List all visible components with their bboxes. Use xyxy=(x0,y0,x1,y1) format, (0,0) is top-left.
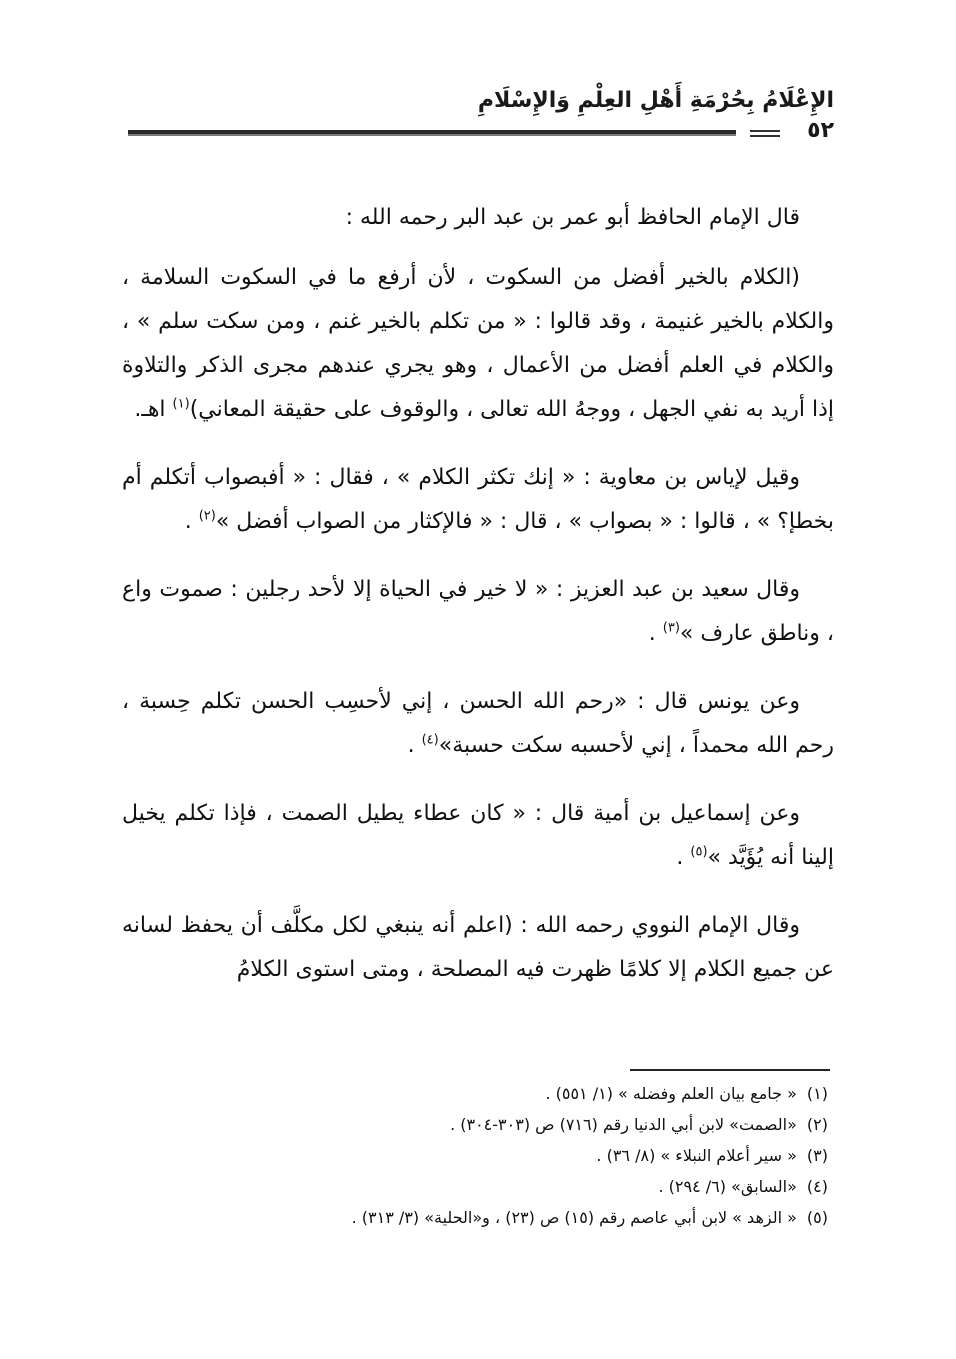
header-rule xyxy=(128,130,736,136)
paragraph xyxy=(122,904,834,992)
paragraph-tail: . xyxy=(648,621,663,646)
footnote-marker: (٣) xyxy=(806,1146,828,1165)
footnote-text: «الصمت» لابن أبي الدنيا رقم (٧١٦) ص (٣٠٣-٣٠٤) . xyxy=(450,1115,797,1134)
paragraph-text: وعن إسماعيل بن أمية قال : « كان عطاء يطيل الصمت ، فإذا تكلم يخيل إلينا أنه يُؤَيَّد » xyxy=(122,801,834,870)
footnote-item xyxy=(120,1140,828,1171)
footnote-ref: (٤) xyxy=(421,732,439,748)
paragraph xyxy=(122,680,834,768)
footnote-item xyxy=(120,1109,828,1140)
footnote-text: « جامع بيان العلم وفضله » (١/ ٥٥١) . xyxy=(545,1084,797,1103)
footnote-ref: (٢) xyxy=(198,508,216,524)
footnote-ref: (١) xyxy=(172,396,190,412)
paragraph-text: وعن يونس قال : «رحم الله الحسن ، إني لأحسِب الحسن تكلم حِسبة ، رحم الله محمداً ، إني لأحسبه سكت حسبة» xyxy=(122,689,834,758)
footnote-marker: (٤) xyxy=(806,1177,828,1196)
paragraph-tail: . xyxy=(184,509,199,534)
footnote-ref: (٥) xyxy=(690,844,708,860)
footnote-marker: (٢) xyxy=(806,1115,828,1134)
paragraph xyxy=(122,196,834,240)
paragraph-tail: اهـ. xyxy=(134,397,173,422)
paragraph-text: وقيل لإياس بن معاوية : « إنك تكثر الكلام » ، فقال : « أفبصواب أتكلم أم بخطإ؟ » ، قالوا : « بصواب » ، قال : « فالإكثار من الصواب أفضل » xyxy=(122,465,834,534)
paragraph-tail: . xyxy=(407,733,422,758)
paragraph-text: (الكلام بالخير أفضل من السكوت ، لأن أرفع ما في السكوت السلامة ، والكلام بالخير غنيمة ، وقد قالوا : « من تكلم بالخير غنم ، ومن سكت سلم » ، والكلام في العلم أفضل من الأعمال ، وهو يجري عندهم مجرى الذكر والتلاوة إذا أريد به نفي الجهل ، ووجهُ الله تعالى ، والوقوف على حقيقة المعاني) xyxy=(122,265,834,422)
paragraph-text: وقال الإمام النووي رحمه الله : (اعلم أنه ينبغي لكل مكلَّف أن يحفظ لسانه عن جميع الكلام إلا كلامًا ظهرت فيه المصلحة ، ومتى استوى الكلامُ xyxy=(122,913,834,982)
page-number: ٥٢ xyxy=(807,118,834,143)
paragraph xyxy=(122,256,834,432)
footnote-marker: (٥) xyxy=(806,1208,828,1227)
paragraph-text: قال الإمام الحافظ أبو عمر بن عبد البر رحمه الله : xyxy=(345,205,800,230)
main-text xyxy=(122,196,834,1016)
paragraph-tail: . xyxy=(676,845,691,870)
footnote-ref: (٣) xyxy=(662,620,680,636)
paragraph-text: وقال سعيد بن عبد العزيز : « لا خير في الحياة إلا لأحد رجلين : صموت واع ، وناطق عارف » xyxy=(122,577,834,646)
footnote-item xyxy=(120,1078,828,1109)
footnote-marker: (١) xyxy=(806,1084,828,1103)
paragraph xyxy=(122,792,834,880)
footnote-text: « سير أعلام النبلاء » (٨/ ٣٦) . xyxy=(596,1146,797,1165)
running-title: الإِعْلَامُ بِحُرْمَةِ أَهْلِ العِلْمِ وَالإِسْلَامِ xyxy=(477,88,834,113)
footnote-text: «السابق» (٦/ ٢٩٤) . xyxy=(658,1177,797,1196)
footnote-text: « الزهد » لابن أبي عاصم رقم (١٥) ص (٢٣) ، و«الحلية» (٣/ ٣١٣) . xyxy=(351,1208,797,1227)
page-number-dash xyxy=(750,130,780,137)
page-number-block xyxy=(750,118,834,146)
footnote-item xyxy=(120,1202,828,1233)
footnote-item xyxy=(120,1171,828,1202)
footnote-separator xyxy=(630,1069,830,1071)
footnotes xyxy=(120,1078,828,1233)
paragraph xyxy=(122,456,834,544)
paragraph xyxy=(122,568,834,656)
